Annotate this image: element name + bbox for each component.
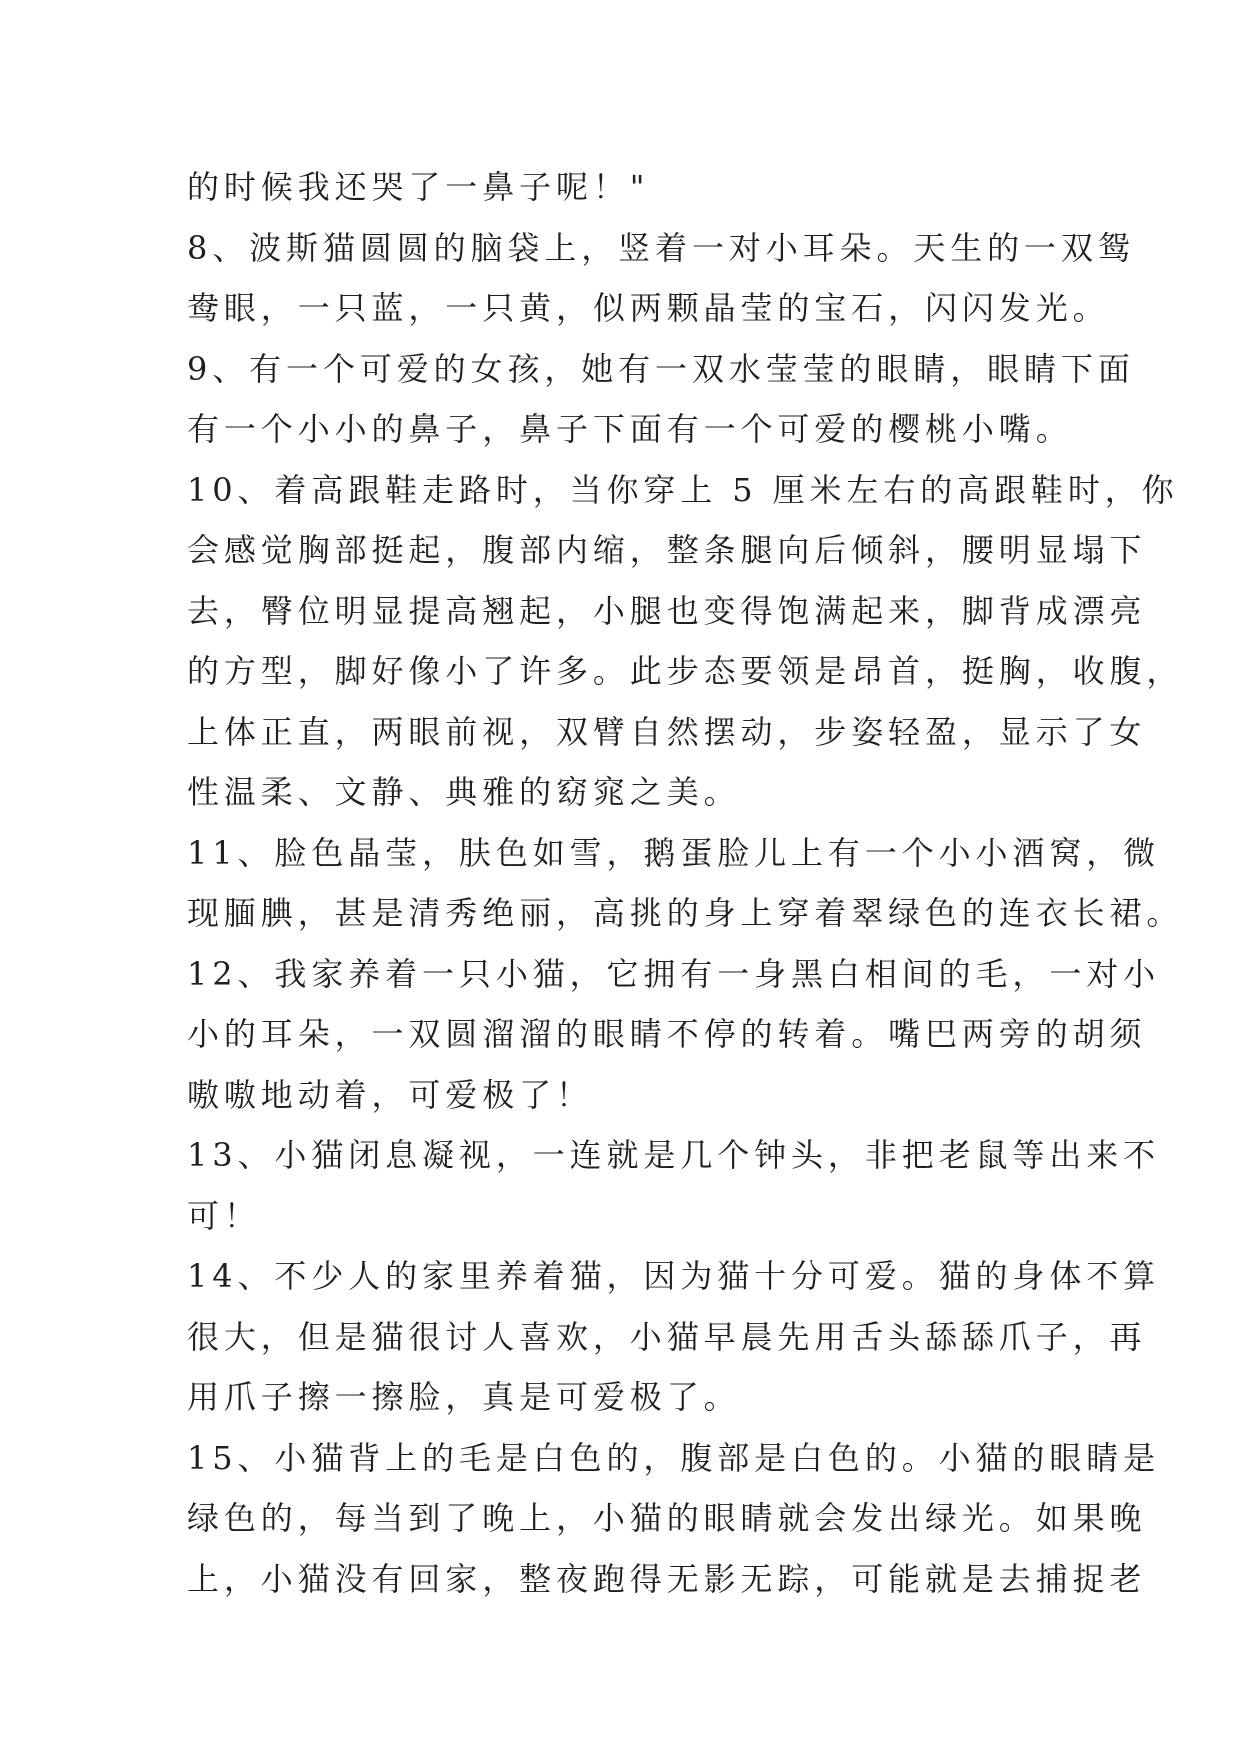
- text-line: 13、小猫闭息凝视，一连就是几个钟头，非把老鼠等出来不: [187, 1136, 1161, 1174]
- text-line: 12、我家养着一只小猫，它拥有一身黑白相间的毛，一对小: [187, 954, 1161, 993]
- text-line: 小的耳朵，一双圆溜溜的眼睛不停的转着。嘴巴两旁的胡须: [187, 1015, 1147, 1053]
- text-line: 上，小猫没有回家，整夜跑得无影无踪，可能就是去捕捉老: [187, 1559, 1147, 1598]
- text-line: 鸯眼，一只蓝，一只黄，似两颗晶莹的宝石，闪闪发光。: [187, 289, 1110, 327]
- text-line: 绿色的，每当到了晚上，小猫的眼睛就会发出绿光。如果晚: [187, 1499, 1147, 1537]
- text-line: 的方型，脚好像小了许多。此步态要领是昂首，挺胸，收腹，: [187, 652, 1184, 690]
- text-line: 有一个小小的鼻子，鼻子下面有一个可爱的樱桃小嘴。: [187, 410, 1073, 448]
- document-text-body: [187, 157, 1184, 1609]
- text-line: 会感觉胸部挺起，腹部内缩，整条腿向后倾斜，腰明显塌下: [187, 531, 1147, 569]
- text-line: 嗷嗷地动着，可爱极了！: [187, 1075, 593, 1114]
- text-line: 现腼腆，甚是清秀绝丽，高挑的身上穿着翠绿色的连衣长裙。: [187, 894, 1184, 932]
- text-line: 可！: [187, 1196, 261, 1235]
- text-line: 10、着高跟鞋走路时，当你穿上 5 厘米左右的高跟鞋时，你: [187, 470, 1179, 509]
- text-line: 14、不少人的家里养着猫，因为猫十分可爱。猫的身体不算: [187, 1257, 1161, 1295]
- text-line: 9、有一个可爱的女孩，她有一双水莹莹的眼睛，眼睛下面: [187, 349, 1135, 388]
- text-line: 8、波斯猫圆圆的脑袋上，竖着一对小耳朵。天生的一双鸳: [187, 228, 1135, 267]
- text-line: 去，臀位明显提高翘起，小腿也变得饱满起来，脚背成漂亮: [187, 591, 1147, 630]
- text-line: 上体正直，两眼前视，双臂自然摆动，步姿轻盈，显示了女: [187, 712, 1147, 751]
- text-line: 很大，但是猫很讨人喜欢，小猫早晨先用舌头舔舔爪子，再: [187, 1317, 1147, 1356]
- text-line: 11、脸色晶莹，肤色如雪，鹅蛋脸儿上有一个小小酒窝，微: [187, 833, 1161, 872]
- text-line: 的时候我还哭了一鼻子呢！": [187, 168, 650, 206]
- text-line: 性温柔、文静、典雅的窈窕之美。: [187, 773, 741, 811]
- text-line: 用爪子擦一擦脸，真是可爱极了。: [187, 1378, 741, 1416]
- text-line: 15、小猫背上的毛是白色的，腹部是白色的。小猫的眼睛是: [187, 1438, 1161, 1477]
